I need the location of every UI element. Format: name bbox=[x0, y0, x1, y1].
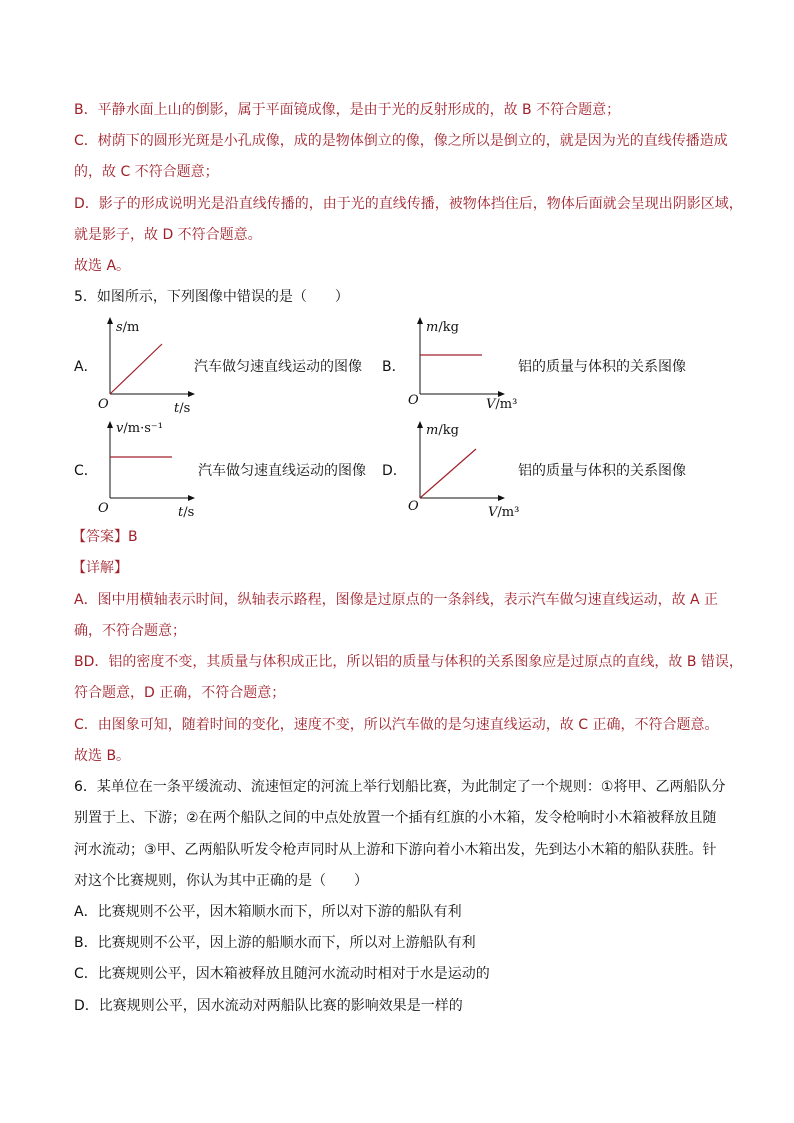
q6-option-b: B．比赛规则不公平，因上游的船顺水而下，所以对上游船队有利 bbox=[74, 935, 476, 951]
q6-option-a: A．比赛规则不公平，因木箱顺水而下，所以对下游的船队有利 bbox=[74, 904, 462, 920]
q5-detail-header: 【详解】 bbox=[72, 560, 128, 576]
x-axis-label: V/m³ bbox=[486, 397, 518, 412]
explanation-d-line2: 就是影子，故 D 不符合题意。 bbox=[74, 227, 262, 243]
q5-option-c-caption: 汽车做匀速直线运动的图像 bbox=[198, 463, 366, 479]
y-axis-label: m/kg bbox=[426, 320, 459, 335]
q5-option-b-caption: 铝的质量与体积的关系图像 bbox=[518, 359, 686, 375]
explanation-d-line1: D．影子的形成说明光是沿直线传播的，由于光的直线传播，被物体挡住后，物体后面就会呈现出阴影区域， bbox=[74, 196, 743, 212]
q6-stem-line2: 别置于上、下游；②在两个船队之间的中点处放置一个插有红旗的小木箱，发令枪响时小木箱被释放且随 bbox=[74, 810, 717, 826]
q5-detail-choice: 故选 B。 bbox=[74, 748, 131, 764]
q5-answer: 【答案】B bbox=[72, 529, 138, 545]
q5-detail-bd-line1: BD．铝的密度不变，其质量与体积成正比，所以铝的质量与体积的关系图象应是过原点的直线，故 B 错误， bbox=[74, 654, 743, 670]
q5-option-a-caption: 汽车做匀速直线运动的图像 bbox=[194, 359, 362, 375]
q5-option-c-letter: C． bbox=[74, 463, 98, 479]
x-axis-label: t/s bbox=[178, 505, 195, 520]
graph-line bbox=[110, 344, 162, 394]
q6-stem-line1: 6．某单位在一条平缓流动、流速恒定的河流上举行划船比赛，为此制定了一个规则：①将甲、乙两船队分 bbox=[74, 779, 726, 795]
explanation-b: B．平静水面上山的倒影，属于平面镜成像，是由于光的反射形成的，故 B 不符合题意； bbox=[74, 102, 621, 118]
q6-stem-line4: 对这个比赛规则，你认为其中正确的是（ ） bbox=[74, 873, 368, 889]
x-axis-label: V/m³ bbox=[488, 505, 520, 520]
q5-detail-bd-line2: 符合题意，D 正确，不符合题意； bbox=[74, 685, 286, 701]
y-axis-label: m/kg bbox=[426, 423, 459, 438]
explanation-c-line2: 的，故 C 不符合题意； bbox=[74, 164, 219, 180]
q5-graph-c bbox=[94, 416, 204, 522]
q5-option-d-letter: D． bbox=[382, 463, 407, 479]
y-axis-label: v/m·s⁻¹ bbox=[116, 421, 163, 436]
origin-label: O bbox=[408, 393, 419, 408]
q6-option-c: C．比赛规则公平，因木箱被释放且随河水流动时相对于水是运动的 bbox=[74, 966, 490, 982]
origin-label: O bbox=[98, 397, 109, 412]
x-axis-label: t/s bbox=[174, 401, 191, 416]
q6-option-d: D．比赛规则公平，因水流动对两船队比赛的影响效果是一样的 bbox=[74, 998, 463, 1014]
origin-label: O bbox=[408, 499, 419, 514]
q5-option-d-caption: 铝的质量与体积的关系图像 bbox=[518, 463, 686, 479]
q5-graph-b bbox=[404, 312, 524, 418]
y-axis-label: s/m bbox=[116, 320, 140, 335]
q5-detail-a-line2: 确，不符合题意； bbox=[74, 623, 186, 639]
q5-graph-d bbox=[404, 416, 524, 522]
graph-line bbox=[420, 449, 476, 498]
q5-detail-a-line1: A．图中用横轴表示时间，纵轴表示路程，图像是过原点的一条斜线，表示汽车做匀速直线运动，故 A 正 bbox=[74, 592, 719, 608]
q5-detail-c: C．由图象可知，随着时间的变化，速度不变，所以汽车做的是匀速直线运动，故 C 正确，不符合题意。 bbox=[74, 717, 719, 733]
explanation-c-line1: C．树荫下的圆形光斑是小孔成像，成的是物体倒立的像，像之所以是倒立的，就是因为光的直线传播造成 bbox=[74, 133, 728, 149]
q5-stem: 5．如图所示，下列图像中错误的是（ ） bbox=[74, 289, 349, 305]
origin-label: O bbox=[98, 501, 109, 516]
q5-graph-a bbox=[94, 312, 204, 418]
q5-option-a-letter: A． bbox=[74, 359, 98, 375]
q6-stem-line3: 河水流动；③甲、乙两船队听发令枪声同时从上游和下游向着小木箱出发，先到达小木箱的船队获胜。针 bbox=[74, 842, 717, 858]
q5-option-b-letter: B． bbox=[382, 359, 406, 375]
explanation-choice: 故选 A。 bbox=[74, 258, 131, 274]
